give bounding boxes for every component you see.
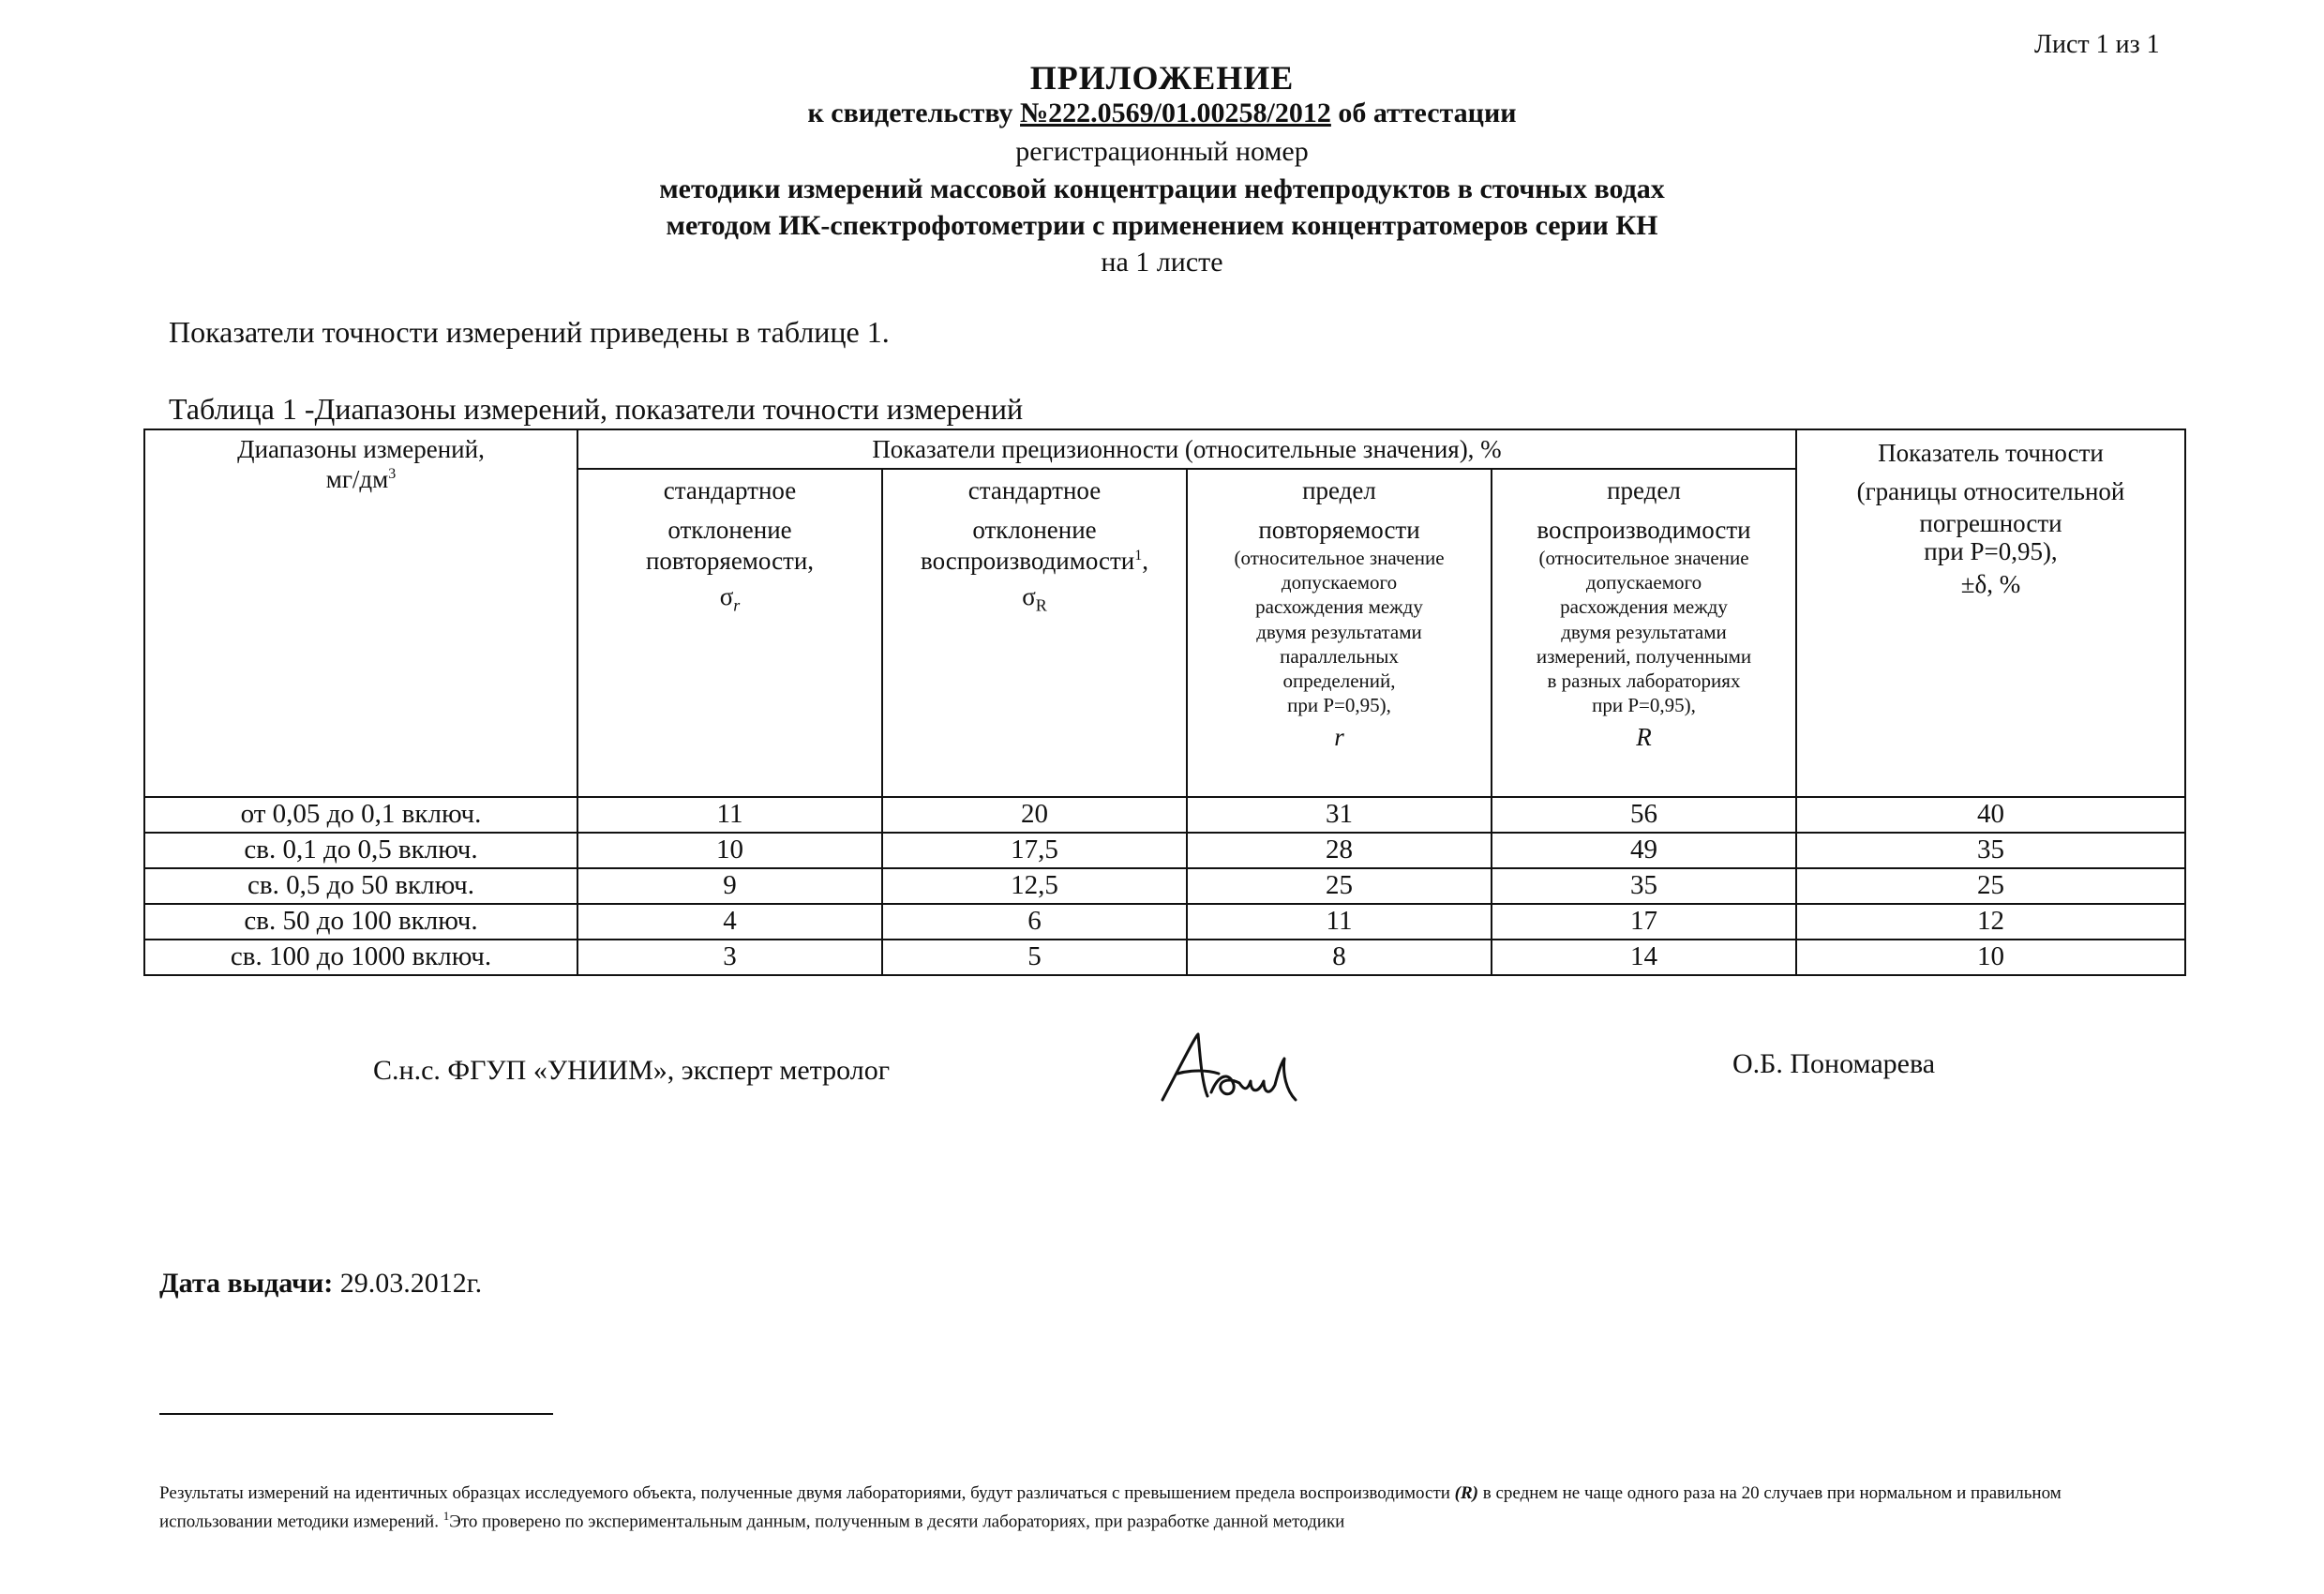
sigma-glyph: σ [719,582,734,611]
limit-R-s5: измерений, полученными [1536,644,1752,668]
cell-limit-r: 25 [1187,868,1492,904]
cell-sigma-r: 9 [577,868,882,904]
table-row [144,868,2185,904]
method-title-line1: методики измерений массовой концентрации нефтепродуктов в сточных водах [659,173,1665,204]
accuracy-l4: при Р=0,95), [1924,536,2058,565]
footnote [159,1480,2175,1536]
intro-text: Показатели точности измерений приведены в таблице 1. [169,315,890,349]
cell-sigma-r: 10 [577,833,882,868]
limit-R-s4: двумя результатами [1561,620,1727,643]
table-row [144,940,2185,975]
cell-range: св. 0,5 до 50 включ. [144,868,577,904]
accuracy-l5: ±δ, % [1960,570,2021,599]
limit-R-s7: при Р=0,95), [1592,694,1696,717]
cell-limit-R: 14 [1492,940,1796,975]
cell-limit-R: 49 [1492,833,1796,868]
cell-range: св. 100 до 1000 включ. [144,940,577,975]
limit-R-symbol: R [1636,722,1652,751]
sheet-number: Лист 1 из 1 [2034,30,2160,59]
accuracy-l2: (границы относительной [1856,476,2125,505]
cell-limit-r: 31 [1187,797,1492,833]
issue-date: 29.03.2012г. [339,1268,483,1299]
footnote-marker: 1 [442,1509,450,1524]
cell-delta: 12 [1796,904,2185,940]
sigma-r-symbol [578,581,881,616]
header-limit-r [1187,469,1492,797]
cell-sigma-R: 6 [882,904,1187,940]
limit-R-s1: (относительное значение [1538,546,1749,569]
header-range [144,429,577,797]
signatory-name: О.Б. Пономарева [1732,1048,1936,1079]
document-title: ПРИЛОЖЕНИЕ [1029,59,1295,97]
cell-delta: 10 [1796,940,2185,975]
cell-sigma-r: 3 [577,940,882,975]
header-sigma-r [577,469,882,797]
table-row [144,904,2185,940]
header-range-unit [145,464,577,494]
accuracy-l1: Показатель точности [1878,439,2104,467]
cell-sigma-r: 11 [577,797,882,833]
sigma-R-l3-tail: , [1142,546,1148,575]
sigma-r-l2: отклонение [667,516,792,545]
table-caption: Таблица 1 -Диапазоны измерений, показатели точности измерений [169,392,1024,426]
limit-R-l2: воспроизводимости [1537,516,1751,545]
limit-r-l2: повторяемости [1258,516,1420,545]
header-limit-R [1492,469,1796,797]
sigma-R-symbol [883,581,1186,616]
table-row [144,797,2185,833]
sheet-count: на 1 листе [1101,247,1223,278]
accuracy-table [143,429,2186,976]
limit-r-s7: при Р=0,95), [1287,694,1391,717]
limit-R-s2: допускаемого [1585,571,1702,594]
limit-r-s3: расхождения между [1255,595,1423,619]
header-sigma-R [882,469,1187,797]
limit-R-s3: расхождения между [1560,595,1728,619]
sigma-R-l3 [883,546,1186,576]
limit-r-s4: двумя результатами [1256,620,1422,643]
issue-date-label: Дата выдачи: [159,1268,334,1299]
accuracy-l3: погрешности [1919,509,2062,537]
issue-date-line [159,1268,482,1300]
cell-range: св. 0,1 до 0,5 включ. [144,833,577,868]
signatory-role: С.н.с. ФГУП «УНИИМ», эксперт метролог [373,1055,891,1086]
cell-range: св. 50 до 100 включ. [144,904,577,940]
limit-R-l1: предел [1607,476,1681,504]
unit-text: мг/дм [325,465,389,494]
limit-r-s6: определений, [1282,669,1396,693]
sigma-R-l3-text: воспроизводимости [921,546,1135,575]
sigma-r-l1: стандартное [663,476,797,504]
registration-number-label: регистрационный номер [1015,136,1309,167]
cell-delta: 40 [1796,797,2185,833]
cell-limit-R: 56 [1492,797,1796,833]
limit-r-symbol: r [1334,722,1344,751]
cell-limit-r: 8 [1187,940,1492,975]
footnote-divider [159,1413,553,1415]
header-precision-group: Показатели прецизионности (относительные значения), % [577,429,1796,469]
certificate-line [0,98,2324,129]
cell-limit-r: 11 [1187,904,1492,940]
header-range-label: Диапазоны измерений, [237,435,485,463]
certificate-suffix: об аттестации [1330,98,1517,128]
cell-limit-r: 28 [1187,833,1492,868]
limit-r-s1: (относительное значение [1234,546,1445,569]
cell-sigma-r: 4 [577,904,882,940]
footnote-text-3: Это проверено по экспериментальным данным, полученным в десяти лабораториях, при разработке данной методики [449,1511,1345,1532]
cell-sigma-R: 17,5 [882,833,1187,868]
certificate-number: №222.0569/01.00258/2012 [1020,98,1331,128]
footnote-symbol: (R) [1454,1483,1478,1503]
cell-limit-R: 35 [1492,868,1796,904]
limit-r-s5: параллельных [1280,644,1399,668]
method-title-line2: методом ИК-спектрофотометрии с применением концентратомеров серии КН [666,210,1658,241]
table-row [144,833,2185,868]
limit-R-s6: в разных лабораториях [1547,669,1741,693]
limit-r-l1: предел [1302,476,1376,504]
sigma-R-l1: стандартное [967,476,1102,504]
sigma-sub: r [733,595,741,615]
cell-sigma-R: 12,5 [882,868,1187,904]
cell-sigma-R: 20 [882,797,1187,833]
header-accuracy [1796,429,2185,797]
limit-r-s2: допускаемого [1281,571,1398,594]
cell-limit-R: 17 [1492,904,1796,940]
cell-delta: 35 [1796,833,2185,868]
footnote-text-1: Результаты измерений на идентичных образцах исследуемого объекта, полученные двумя лабораториями, будут различаться с превышением предела воспроизводимости [159,1483,1455,1503]
sigma-r-l3: повторяемости, [645,546,815,575]
sigma-R-l2: отклонение [972,516,1097,545]
cell-delta: 25 [1796,868,2185,904]
table-header-row-1 [144,429,2185,469]
footnote-text-2: в среднем не чаще одного раза на 20 случаев при нормальном и правильном использовании методики измерений. [159,1483,2062,1532]
handwritten-signature [1153,1027,1322,1111]
unit-sup: 3 [388,466,397,483]
sigma-glyph: σ [1022,582,1036,611]
sigma-sub: R [1035,595,1047,615]
footnote-ref: 1 [1134,547,1143,564]
certificate-prefix: к свидетельству [807,98,1021,128]
cell-range: от 0,05 до 0,1 включ. [144,797,577,833]
cell-sigma-R: 5 [882,940,1187,975]
